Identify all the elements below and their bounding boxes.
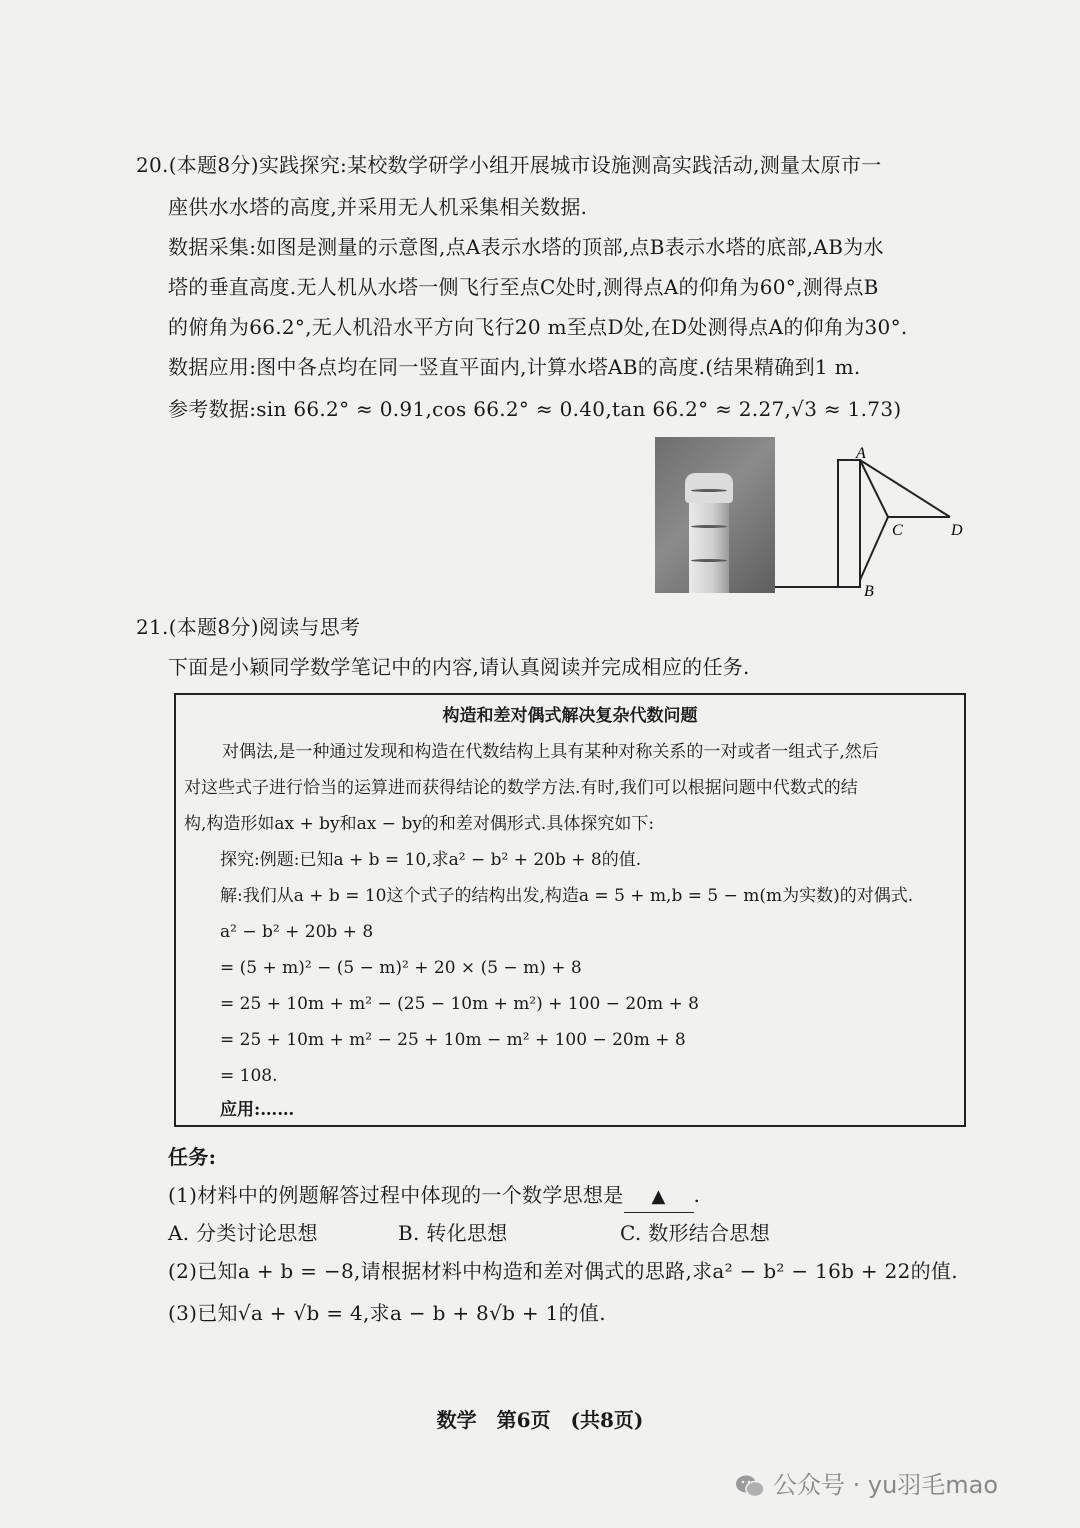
- tower-top: [685, 473, 733, 503]
- measurement-diagram: [770, 440, 970, 605]
- point-C-label: C: [892, 522, 903, 539]
- tower-rect: [838, 460, 860, 587]
- task-1-text: (1)材料中的例题解答过程中体现的一个数学思想是: [168, 1183, 624, 1207]
- task-3: (3)已知√a + √b = 4,求a − b + 8√b + 1的值.: [168, 1301, 606, 1325]
- q20-line-4: 塔的垂直高度.无人机从水塔一侧飞行至点C处时,测得点A的仰角为60°,测得点B: [168, 275, 879, 299]
- note-example: 探究:例题:已知a + b = 10,求a² − b² + 20b + 8的值.: [220, 850, 642, 870]
- q21-intro: 下面是小颖同学数学笔记中的内容,请认真阅读并完成相应的任务.: [168, 655, 750, 679]
- q20-reference-data: 参考数据:sin 66.2° ≈ 0.91,cos 66.2° ≈ 0.40,tan 66.2° ≈ 2.27,√3 ≈ 1.73): [168, 397, 902, 421]
- task-heading: 任务:: [168, 1145, 217, 1169]
- point-D-label: D: [951, 522, 963, 539]
- task-2: (2)已知a + b = −8,请根据材料中构造和差对偶式的思路,求a² − b² − 16b + 22的值.: [168, 1259, 958, 1283]
- note-paragraph-2: 对这些式子进行恰当的运算进而获得结论的数学方法.有时,我们可以根据问题中代数式的结: [184, 778, 858, 798]
- page-footer: 数学 第6页 (共8页): [436, 1408, 644, 1432]
- note-title: 构造和差对偶式解决复杂代数问题: [442, 706, 698, 726]
- wechat-icon: [735, 1473, 765, 1499]
- tower-band: [691, 559, 727, 562]
- tower-band: [691, 525, 727, 528]
- task-1-end: .: [693, 1183, 701, 1207]
- note-expr-4: = 25 + 10m + m² − 25 + 10m − m² + 100 − 20m + 8: [220, 1030, 686, 1050]
- watermark: [735, 1465, 998, 1500]
- note-expr-1: a² − b² + 20b + 8: [220, 922, 374, 942]
- option-a: A. 分类讨论思想: [168, 1221, 318, 1245]
- q20-line-1: 20.(本题8分)实践探究:某校数学研学小组开展城市设施测高实践活动,测量太原市一: [136, 153, 882, 177]
- task-1: [168, 1180, 700, 1213]
- water-tower-photo: [655, 437, 775, 593]
- option-b: B. 转化思想: [398, 1221, 508, 1245]
- answer-blank: ▲: [624, 1182, 694, 1213]
- tower-band: [691, 489, 727, 492]
- note-box: [174, 693, 966, 1127]
- q20-line-6: 数据应用:图中各点均在同一竖直平面内,计算水塔AB的高度.(结果精确到1 m.: [168, 355, 861, 379]
- line-BC: [860, 517, 888, 580]
- note-paragraph-3: 构,构造形如ax + by和ax − by的和差对偶形式.具体探究如下:: [184, 814, 655, 834]
- point-B-label: B: [864, 583, 874, 600]
- note-paragraph-1: 对偶法,是一种通过发现和构造在代数结构上具有某种对称关系的一对或者一组式子,然后: [222, 742, 879, 762]
- point-A-label: A: [856, 445, 866, 462]
- q20-line-3: 数据采集:如图是测量的示意图,点A表示水塔的顶部,点B表示水塔的底部,AB为水: [168, 235, 884, 259]
- note-solution: 解:我们从a + b = 10这个式子的结构出发,构造a = 5 + m,b = 5 − m(m为实数)的对偶式.: [220, 886, 914, 906]
- watermark-text: 公众号 · yu羽毛mao: [773, 1471, 999, 1499]
- note-expr-3: = 25 + 10m + m² − (25 − 10m + m²) + 100 − 20m + 8: [220, 994, 699, 1014]
- option-c: C. 数形结合思想: [620, 1221, 771, 1245]
- note-expr-2: = (5 + m)² − (5 − m)² + 20 × (5 − m) + 8: [220, 958, 582, 978]
- q21-heading: 21.(本题8分)阅读与思考: [136, 615, 361, 639]
- q20-line-2: 座供水水塔的高度,并采用无人机采集相关数据.: [168, 195, 588, 219]
- q20-line-5: 的俯角为66.2°,无人机沿水平方向飞行20 m至点D处,在D处测得点A的仰角为30°.: [168, 315, 908, 339]
- note-application: 应用:……: [220, 1100, 295, 1120]
- note-expr-5: = 108.: [220, 1066, 278, 1086]
